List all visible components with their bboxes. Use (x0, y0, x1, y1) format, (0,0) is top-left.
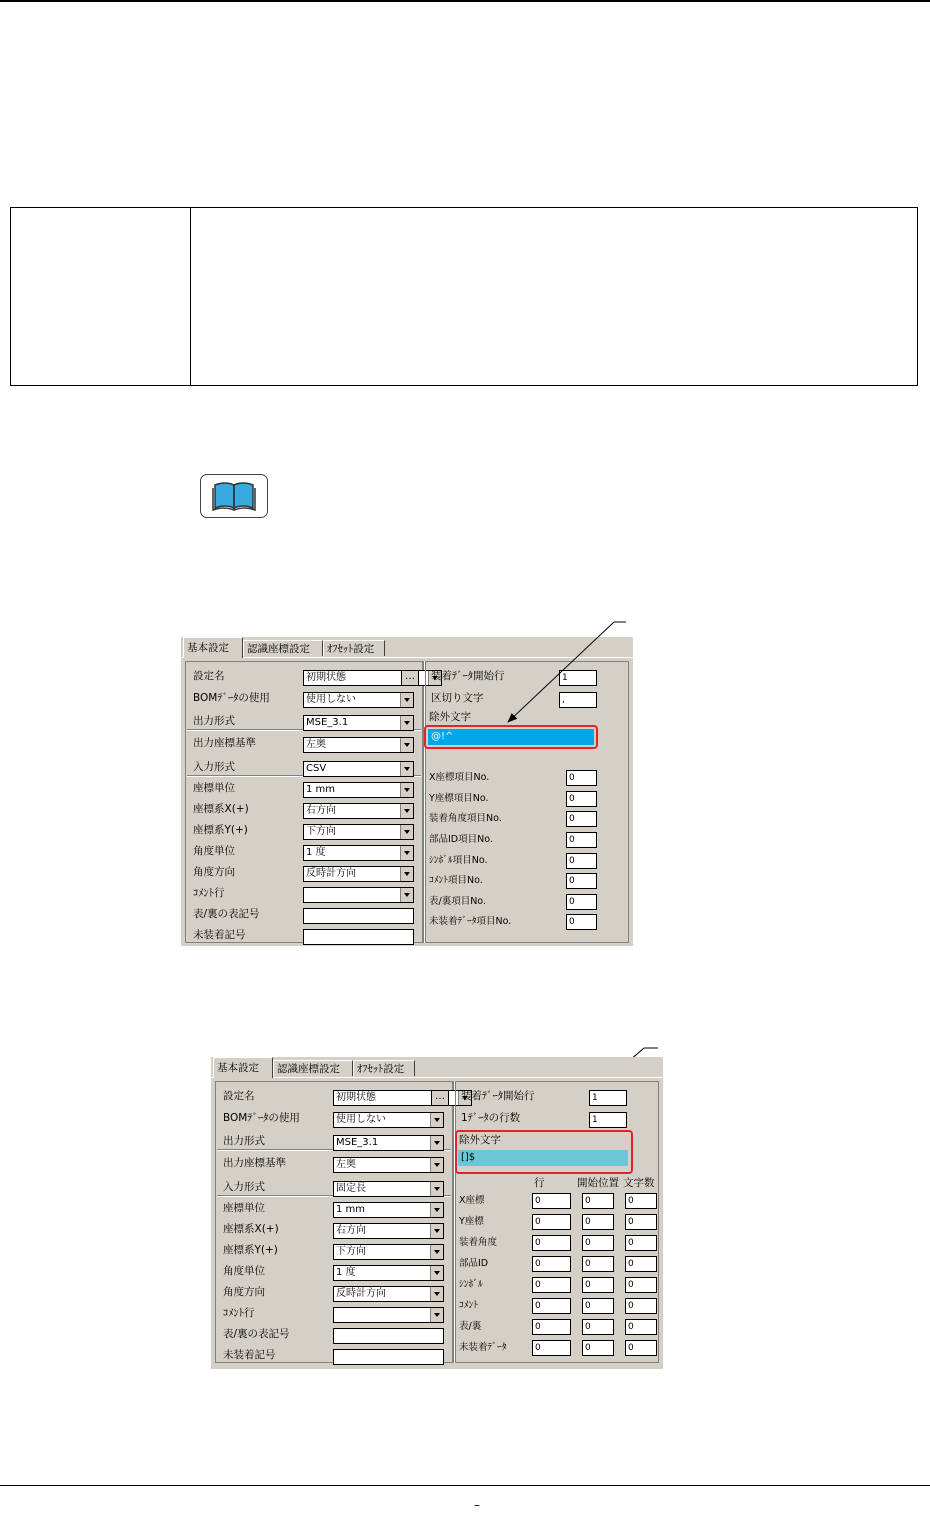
number-field[interactable]: 0 (566, 791, 597, 807)
number-field[interactable]: 0 (582, 1256, 614, 1272)
field-label: 未装着ﾃﾞｰﾀ項目No. (429, 916, 512, 927)
tab-basic[interactable]: 基本設定 (183, 637, 243, 658)
dropdown[interactable] (333, 1135, 444, 1151)
field-label: 未装着記号 (223, 1349, 276, 1361)
number-field[interactable]: 0 (532, 1214, 571, 1230)
dropdown-value: MSE_3.1 (336, 1137, 379, 1148)
field-label: ｺﾒﾝﾄ行 (193, 887, 225, 899)
dropdown[interactable] (333, 1244, 444, 1260)
number-field[interactable]: 0 (625, 1256, 657, 1272)
chevron-down-icon[interactable] (430, 1136, 443, 1150)
exclude-label: 除外文字 (429, 711, 471, 723)
dropdown[interactable] (333, 1157, 444, 1173)
column-header: 開始位置 (577, 1177, 619, 1189)
chevron-down-icon[interactable] (430, 1266, 443, 1280)
field-label: ｺﾒﾝﾄ項目No. (429, 875, 483, 886)
tab-recognition[interactable]: 認識座標設定 (273, 1060, 353, 1076)
column-header: 行 (534, 1177, 545, 1189)
field-label: 1ﾃﾞｰﾀの行数 (461, 1112, 521, 1124)
field-label: 装着ﾃﾞｰﾀ開始行 (461, 1090, 535, 1102)
number-field[interactable]: 0 (582, 1340, 614, 1356)
number-field[interactable]: 0 (625, 1235, 657, 1251)
field-label: 入力形式 (223, 1181, 265, 1193)
chevron-down-icon[interactable] (430, 1158, 443, 1172)
field-label: 座標単位 (193, 782, 235, 794)
field-label: 表/裏の表記号 (223, 1328, 290, 1340)
exclude-label: 除外文字 (459, 1134, 501, 1146)
field-label: 角度単位 (193, 845, 235, 857)
field-label: BOMﾃﾞｰﾀの使用 (223, 1112, 300, 1124)
browse-button[interactable]: … (401, 670, 419, 686)
field-label: 装着ﾃﾞｰﾀ開始行 (431, 670, 505, 682)
tab-recognition[interactable]: 認識座標設定 (243, 640, 323, 656)
dropdown[interactable] (333, 1181, 444, 1197)
field-label: 区切り文字 (431, 692, 484, 704)
number-field[interactable]: 0 (625, 1214, 657, 1230)
field-label: 座標系Y(+) (193, 824, 248, 836)
row-label: 未装着ﾃﾞｰﾀ (459, 1342, 507, 1353)
chevron-down-icon[interactable] (430, 1224, 443, 1238)
row-label: Y座標 (459, 1216, 484, 1227)
field-label: 出力形式 (223, 1135, 265, 1147)
field-label: 角度方向 (193, 866, 235, 878)
chevron-down-icon[interactable] (430, 1113, 443, 1127)
field-label: 装着角度項目No. (429, 813, 502, 824)
field-label: 角度単位 (223, 1265, 265, 1277)
field-label: 部品ID項目No. (429, 834, 493, 845)
number-field[interactable]: 0 (566, 832, 597, 848)
chevron-down-icon[interactable] (430, 1203, 443, 1217)
number-field[interactable]: 0 (625, 1298, 657, 1314)
dropdown-value: 1 mm (336, 1204, 366, 1215)
field-label: ｼﾝﾎﾞﾙ項目No. (429, 855, 488, 866)
dropdown-value: 反時計方向 (336, 1288, 386, 1299)
number-field[interactable]: 0 (566, 853, 597, 869)
number-field[interactable]: 0 (566, 873, 597, 889)
dropdown-value: 初期状態 (336, 1092, 376, 1103)
field-label: Y座標項目No. (429, 793, 489, 804)
number-field[interactable]: 0 (625, 1277, 657, 1293)
dropdown-value: MSE_3.1 (306, 717, 349, 728)
field-label: X座標項目No. (429, 772, 490, 783)
callout-arrow-1 (508, 622, 614, 722)
text-field[interactable]: 1 (589, 1112, 627, 1128)
field-label: 設定名 (193, 670, 225, 682)
field-label: 出力座標基準 (223, 1157, 286, 1169)
dropdown-value: CSV (306, 763, 327, 774)
dropdown-value: 使用しない (306, 694, 356, 705)
dropdown-value: 1 度 (336, 1267, 356, 1278)
dropdown-value: 反時計方向 (306, 868, 356, 879)
chevron-down-icon[interactable] (430, 1308, 443, 1322)
row-label: 部品ID (459, 1258, 489, 1269)
dropdown[interactable] (333, 1090, 472, 1106)
dropdown[interactable] (333, 1223, 444, 1239)
number-field[interactable]: 0 (532, 1298, 571, 1314)
dropdown[interactable] (333, 1286, 444, 1302)
dropdown-value: 右方向 (336, 1225, 366, 1236)
text-field[interactable]: , (559, 692, 597, 708)
number-field[interactable]: 0 (566, 894, 597, 910)
row-label: 表/裏 (459, 1321, 482, 1332)
exclude-field[interactable]: @!^ (428, 729, 594, 745)
field-label: 出力形式 (193, 715, 235, 727)
number-field[interactable]: 0 (532, 1193, 571, 1209)
dropdown-value: 使用しない (336, 1114, 386, 1125)
dropdown-value: 左奥 (306, 739, 326, 750)
tab-offset[interactable]: ｵﾌｾｯﾄ設定 (323, 640, 385, 656)
number-field[interactable]: 0 (582, 1235, 614, 1251)
number-field[interactable]: 0 (625, 1319, 657, 1335)
tab-basic[interactable]: 基本設定 (213, 1057, 273, 1078)
number-field[interactable]: 0 (582, 1319, 614, 1335)
field-label: 角度方向 (223, 1286, 265, 1298)
field-label: 設定名 (223, 1090, 255, 1102)
settings-dialog-fixed-length (211, 1057, 663, 1369)
field-label: 座標系X(+) (223, 1223, 279, 1235)
chevron-down-icon[interactable] (430, 1287, 443, 1301)
field-label: ｺﾒﾝﾄ行 (223, 1307, 255, 1319)
dropdown[interactable] (333, 1112, 444, 1128)
field-label: BOMﾃﾞｰﾀの使用 (193, 692, 270, 704)
exclude-field[interactable]: []$ (458, 1150, 628, 1166)
field-label: 表/裏項目No. (429, 896, 486, 907)
field-label: 入力形式 (193, 761, 235, 773)
row-label: X座標 (459, 1195, 485, 1206)
number-field[interactable]: 0 (532, 1256, 571, 1272)
field-label: 未装着記号 (193, 929, 246, 941)
tab-offset[interactable]: ｵﾌｾｯﾄ設定 (353, 1060, 415, 1076)
dropdown[interactable] (333, 1265, 444, 1281)
column-header: 文字数 (623, 1177, 655, 1189)
field-label: 座標単位 (223, 1202, 265, 1214)
bottom-rule (0, 1485, 930, 1486)
number-field[interactable]: 0 (566, 811, 597, 827)
chevron-down-icon[interactable] (430, 1182, 443, 1196)
tab-strip (211, 1057, 663, 1078)
dropdown[interactable] (333, 1307, 444, 1323)
number-field[interactable]: 0 (625, 1340, 657, 1356)
text-field[interactable]: 1 (559, 670, 597, 686)
number-field[interactable]: 0 (532, 1235, 571, 1251)
number-field[interactable]: 0 (582, 1277, 614, 1293)
number-field[interactable]: 0 (566, 914, 597, 930)
dropdown-value: 下方向 (336, 1246, 366, 1257)
dropdown-value: 1 mm (306, 784, 336, 795)
field-label: 表/裏の表記号 (193, 908, 260, 920)
field-label: 座標系X(+) (193, 803, 249, 815)
number-field[interactable]: 0 (625, 1193, 657, 1209)
field-label: 出力座標基準 (193, 737, 256, 749)
page-number: – (474, 1498, 480, 1512)
number-field[interactable]: 0 (532, 1277, 571, 1293)
browse-button[interactable]: … (431, 1090, 449, 1106)
text-field[interactable]: 1 (589, 1090, 627, 1106)
dropdown-value: 固定長 (336, 1183, 366, 1194)
dropdown-value: 右方向 (306, 805, 336, 816)
text-field[interactable] (333, 1349, 444, 1365)
row-label: 装着角度 (459, 1237, 498, 1248)
chevron-down-icon[interactable] (430, 1245, 443, 1259)
field-label: 座標系Y(+) (223, 1244, 278, 1256)
dropdown-value: 左奥 (336, 1159, 356, 1170)
text-field[interactable] (333, 1328, 444, 1344)
row-label: ｺﾒﾝﾄ (459, 1300, 479, 1311)
number-field[interactable]: 0 (532, 1319, 571, 1335)
dropdown-value: 1 度 (306, 847, 326, 858)
dropdown-value: 初期状態 (306, 672, 346, 683)
number-field[interactable]: 0 (532, 1340, 571, 1356)
number-field[interactable]: 0 (566, 770, 597, 786)
number-field[interactable]: 0 (582, 1214, 614, 1230)
dropdown-value: 下方向 (306, 826, 336, 837)
row-label: ｼﾝﾎﾞﾙ (459, 1279, 483, 1290)
number-field[interactable]: 0 (582, 1193, 614, 1209)
number-field[interactable]: 0 (582, 1298, 614, 1314)
dropdown[interactable] (333, 1202, 444, 1218)
